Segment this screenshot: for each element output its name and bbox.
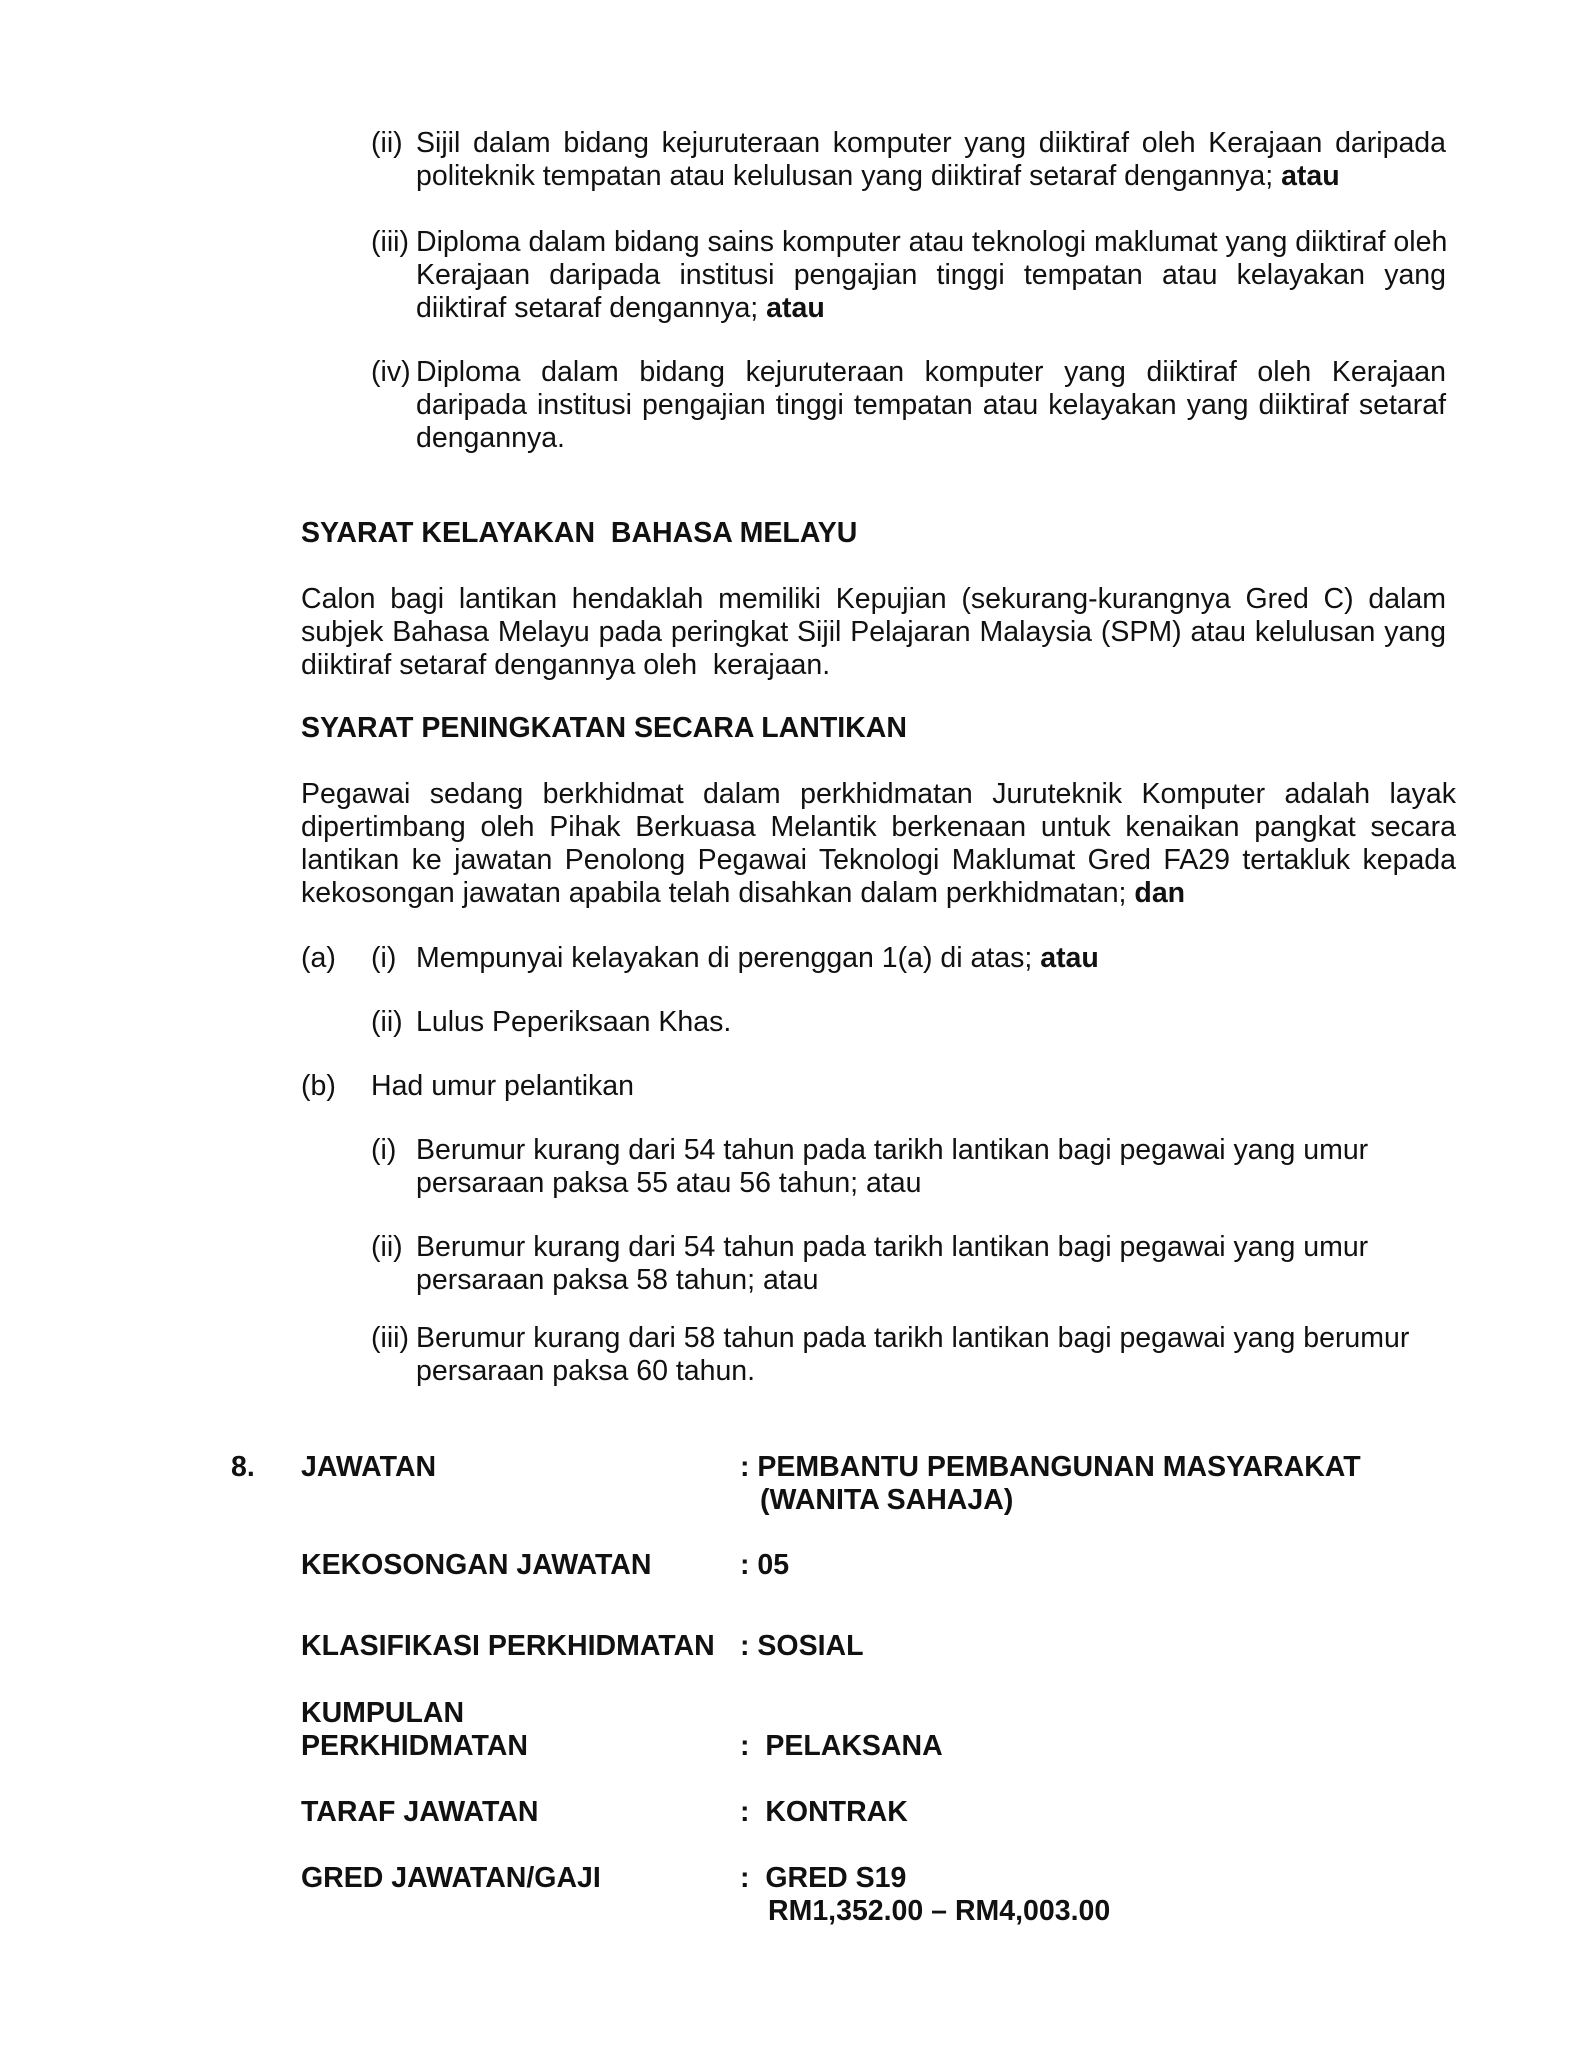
promo-a-ii-text: Lulus Peperiksaan Khas. xyxy=(416,1006,732,1038)
list-ii-line1: Sijil dalam bidang kejuruteraan komputer yang diiktiraf oleh Kerajaan daripada xyxy=(416,127,1446,159)
promo-line4-conj: dan xyxy=(1134,877,1186,909)
jawatan-value-line1: : PEMBANTU PEMBANGUNAN MASYARAKAT xyxy=(740,1451,1361,1483)
promo-a-label: (a) xyxy=(301,942,336,974)
list-iv-line1: Diploma dalam bidang kejuruteraan komputer yang diiktiraf oleh Kerajaan xyxy=(416,356,1446,388)
promo-b-text: Had umur pelantikan xyxy=(371,1070,634,1102)
list-ii-line2: politeknik tempatan atau kelulusan yang diiktiraf setaraf dengannya; atau xyxy=(416,160,1340,192)
list-iv-line3: dengannya. xyxy=(416,422,565,454)
heading-bahasa-melayu: SYARAT KELAYAKAN BAHASA MELAYU xyxy=(301,517,858,549)
promo-b-i-line2: persaraan paksa 55 atau 56 tahun; atau xyxy=(416,1167,922,1199)
promo-b-iii-num: (iii) xyxy=(371,1322,409,1354)
gred-value-line2: RM1,352.00 – RM4,003.00 xyxy=(768,1895,1111,1927)
kumpulan-value: : PELAKSANA xyxy=(740,1730,943,1762)
klasifikasi-value: : SOSIAL xyxy=(740,1630,864,1662)
promo-a-i-num: (i) xyxy=(371,942,397,974)
promo-a-i-text: Mempunyai kelayakan di perenggan 1(a) di atas; atau xyxy=(416,942,1099,974)
taraf-value: : KONTRAK xyxy=(740,1796,908,1828)
bm-line2: subjek Bahasa Melayu pada peringkat Sijil Pelajaran Malaysia (SPM) atau kelulusan yang xyxy=(301,616,1446,648)
kekosongan-value: : 05 xyxy=(740,1549,790,1581)
taraf-label: TARAF JAWATAN xyxy=(301,1796,539,1828)
jawatan-value-line2: (WANITA SAHAJA) xyxy=(760,1484,1014,1516)
klasifikasi-label: KLASIFIKASI PERKHIDMATAN xyxy=(301,1630,715,1662)
promo-b-ii-num: (ii) xyxy=(371,1231,403,1263)
promo-b-ii-line1: Berumur kurang dari 54 tahun pada tarikh lantikan bagi pegawai yang umur xyxy=(416,1231,1369,1263)
promo-b-iii-line2: persaraan paksa 60 tahun. xyxy=(416,1355,756,1387)
promo-a-i-conj: atau xyxy=(1040,942,1099,974)
jawatan-label: JAWATAN xyxy=(301,1451,437,1483)
list-iii-line1: Diploma dalam bidang sains komputer atau teknologi maklumat yang diiktiraf oleh xyxy=(416,226,1448,258)
promo-line4: kekosongan jawatan apabila telah disahkan dalam perkhidmatan; dan xyxy=(301,877,1186,909)
promo-line2: dipertimbang oleh Pihak Berkuasa Melantik berkenaan untuk kenaikan pangkat secara xyxy=(301,811,1456,843)
promo-b-iii-line1: Berumur kurang dari 58 tahun pada tarikh lantikan bagi pegawai yang berumur xyxy=(416,1322,1410,1354)
promo-line1: Pegawai sedang berkhidmat dalam perkhidmatan Juruteknik Komputer adalah layak xyxy=(301,778,1456,810)
kumpulan-label-line2: PERKHIDMATAN xyxy=(301,1730,528,1762)
list-iv-line2: daripada institusi pengajian tinggi tempatan atau kelayakan yang diiktiraf setaraf xyxy=(416,389,1446,421)
list-ii-conj: atau xyxy=(1281,160,1340,192)
kekosongan-label: KEKOSONGAN JAWATAN xyxy=(301,1549,652,1581)
list-num-iii: (iii) xyxy=(371,226,409,258)
kumpulan-label-line1: KUMPULAN xyxy=(301,1697,465,1729)
list-num-ii: (ii) xyxy=(371,127,403,159)
bm-line3: diiktiraf setaraf dengannya oleh kerajaan. xyxy=(301,649,831,681)
promo-a-ii-num: (ii) xyxy=(371,1006,403,1038)
list-iii-line3: diiktiraf setaraf dengannya; atau xyxy=(416,292,825,324)
list-num-iv: (iv) xyxy=(371,356,411,388)
promo-b-label: (b) xyxy=(301,1070,336,1102)
job-number: 8. xyxy=(231,1451,255,1483)
gred-value-line1: : GRED S19 xyxy=(740,1862,907,1894)
promo-b-i-num: (i) xyxy=(371,1134,397,1166)
promo-b-i-line1: Berumur kurang dari 54 tahun pada tarikh lantikan bagi pegawai yang umur xyxy=(416,1134,1369,1166)
list-iii-line2: Kerajaan daripada institusi pengajian tinggi tempatan atau kelayakan yang xyxy=(416,259,1446,291)
heading-peningkatan: SYARAT PENINGKATAN SECARA LANTIKAN xyxy=(301,712,907,744)
list-iii-conj: atau xyxy=(766,292,825,324)
promo-line3: lantikan ke jawatan Penolong Pegawai Teknologi Maklumat Gred FA29 tertakluk kepada xyxy=(301,844,1456,876)
gred-label: GRED JAWATAN/GAJI xyxy=(301,1862,601,1894)
bm-line1: Calon bagi lantikan hendaklah memiliki Kepujian (sekurang-kurangnya Gred C) dalam xyxy=(301,583,1446,615)
promo-b-ii-line2: persaraan paksa 58 tahun; atau xyxy=(416,1264,819,1296)
